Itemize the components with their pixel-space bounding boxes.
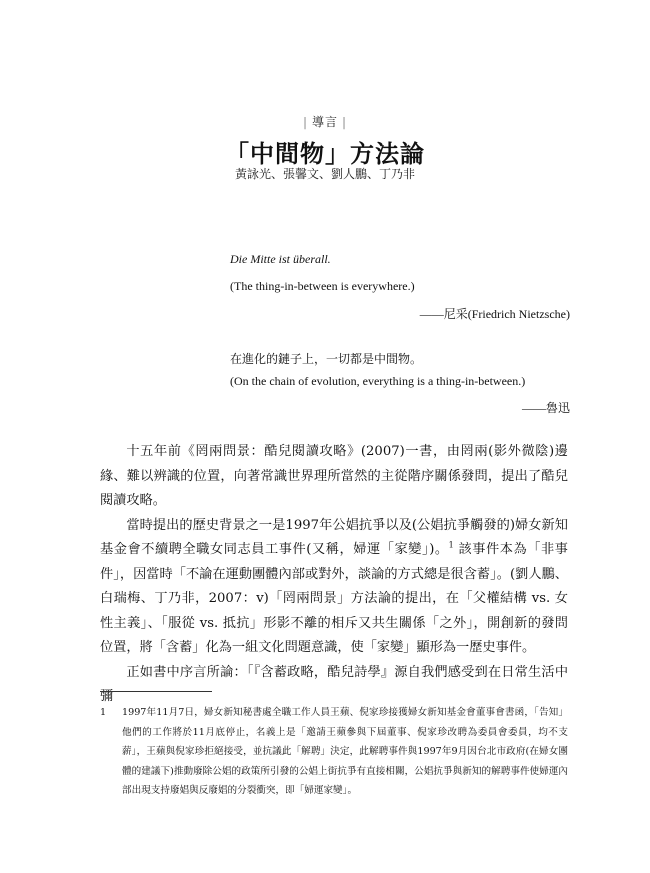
paragraph-2-part-b: 該事件本為「非事件」，因當時「不論在運動團體內部或對外，談論的方式總是很含蓄」。(劉人鵬、白瑞梅、丁乃非，2007：v)「罔兩問景」方法論的提出，在「父權結構 vs. 女性主義」、「服從 vs. 抵抗」形影不離的相斥又共生關係「之外」，開創新的發問位置，將「含蓄」化為一組文化問題意識，使「家變」顯形為一歷史事件。 (100, 542, 568, 655)
epigraph-2-translation: (On the chain of evolution, everything is a thing-in-between.) (230, 374, 526, 388)
chapter-title: 「中間物」方法論 (225, 139, 425, 168)
paragraph-3: 正如書中序言所論：「『含蓄政略，酷兒詩學』源自我們感受到在日常生活中彌 (100, 664, 568, 704)
paragraph-2-part-a: 當時提出的歷史背景之一是1997年公娼抗爭以及(公娼抗爭觸發的)婦女新知基金會不續聘全職女同志員工事件(又稱，婦運「家變」)。 (100, 517, 568, 557)
epigraph-2-attribution: ——魯迅 (521, 401, 570, 415)
body-text (100, 440, 568, 710)
footnote-number: 1 (100, 707, 107, 718)
section-label-text: 導言 (311, 115, 338, 129)
chapter-authors: 黃詠光、張馨文、劉人鵬、丁乃非 (234, 167, 415, 181)
epigraph-2-original: 在進化的鏈子上，一切都是中間物。 (230, 352, 423, 366)
footnote-text: 1997年11月7日，婦女新知秘書處全職工作人員王蘋、倪家珍接獲婦女新知基金會董事會書函，「告知」他們的工作將於11月底停止，名義上是「邀請王蘋參與下屆董事、倪家珍改聘為委員會委員，均不支薪」，王蘋與倪家珍拒絕接受，並抗議此「解聘」決定，此解聘事件與1997年9月因台北市政府(在婦女團體的建議下)推動廢除公娼的政策所引發的公娼上街抗爭有直接相關，公娼抗爭與新知的解聘事件使婦運內部出現支持廢娼與反廢娼的分裂衝突，即「婦運家變」。 (122, 707, 568, 796)
footnote-divider (100, 691, 212, 692)
footnote-reference[interactable]: 1 (448, 540, 454, 550)
paragraph-2 (100, 514, 568, 661)
epigraph-1-attribution: ——尼采(Friedrich Nietzsche) (419, 307, 570, 321)
epigraph-1-original: Die Mitte ist überall. (230, 252, 331, 266)
section-label (0, 113, 650, 130)
footnote (100, 703, 568, 801)
divider-bar-right: | (342, 115, 348, 129)
paragraph-1: 十五年前《罔兩問景：酷兒閱讀攻略》(2007)一書，由罔兩(影外微陰)邊緣、難以辨識的位置，向著常識世界理所當然的主從階序關係發問，提出了酷兒閱讀攻略。 (100, 444, 568, 508)
divider-bar-left: | (302, 115, 308, 129)
epigraph-1-translation: (The thing-in-between is everywhere.) (230, 279, 415, 293)
